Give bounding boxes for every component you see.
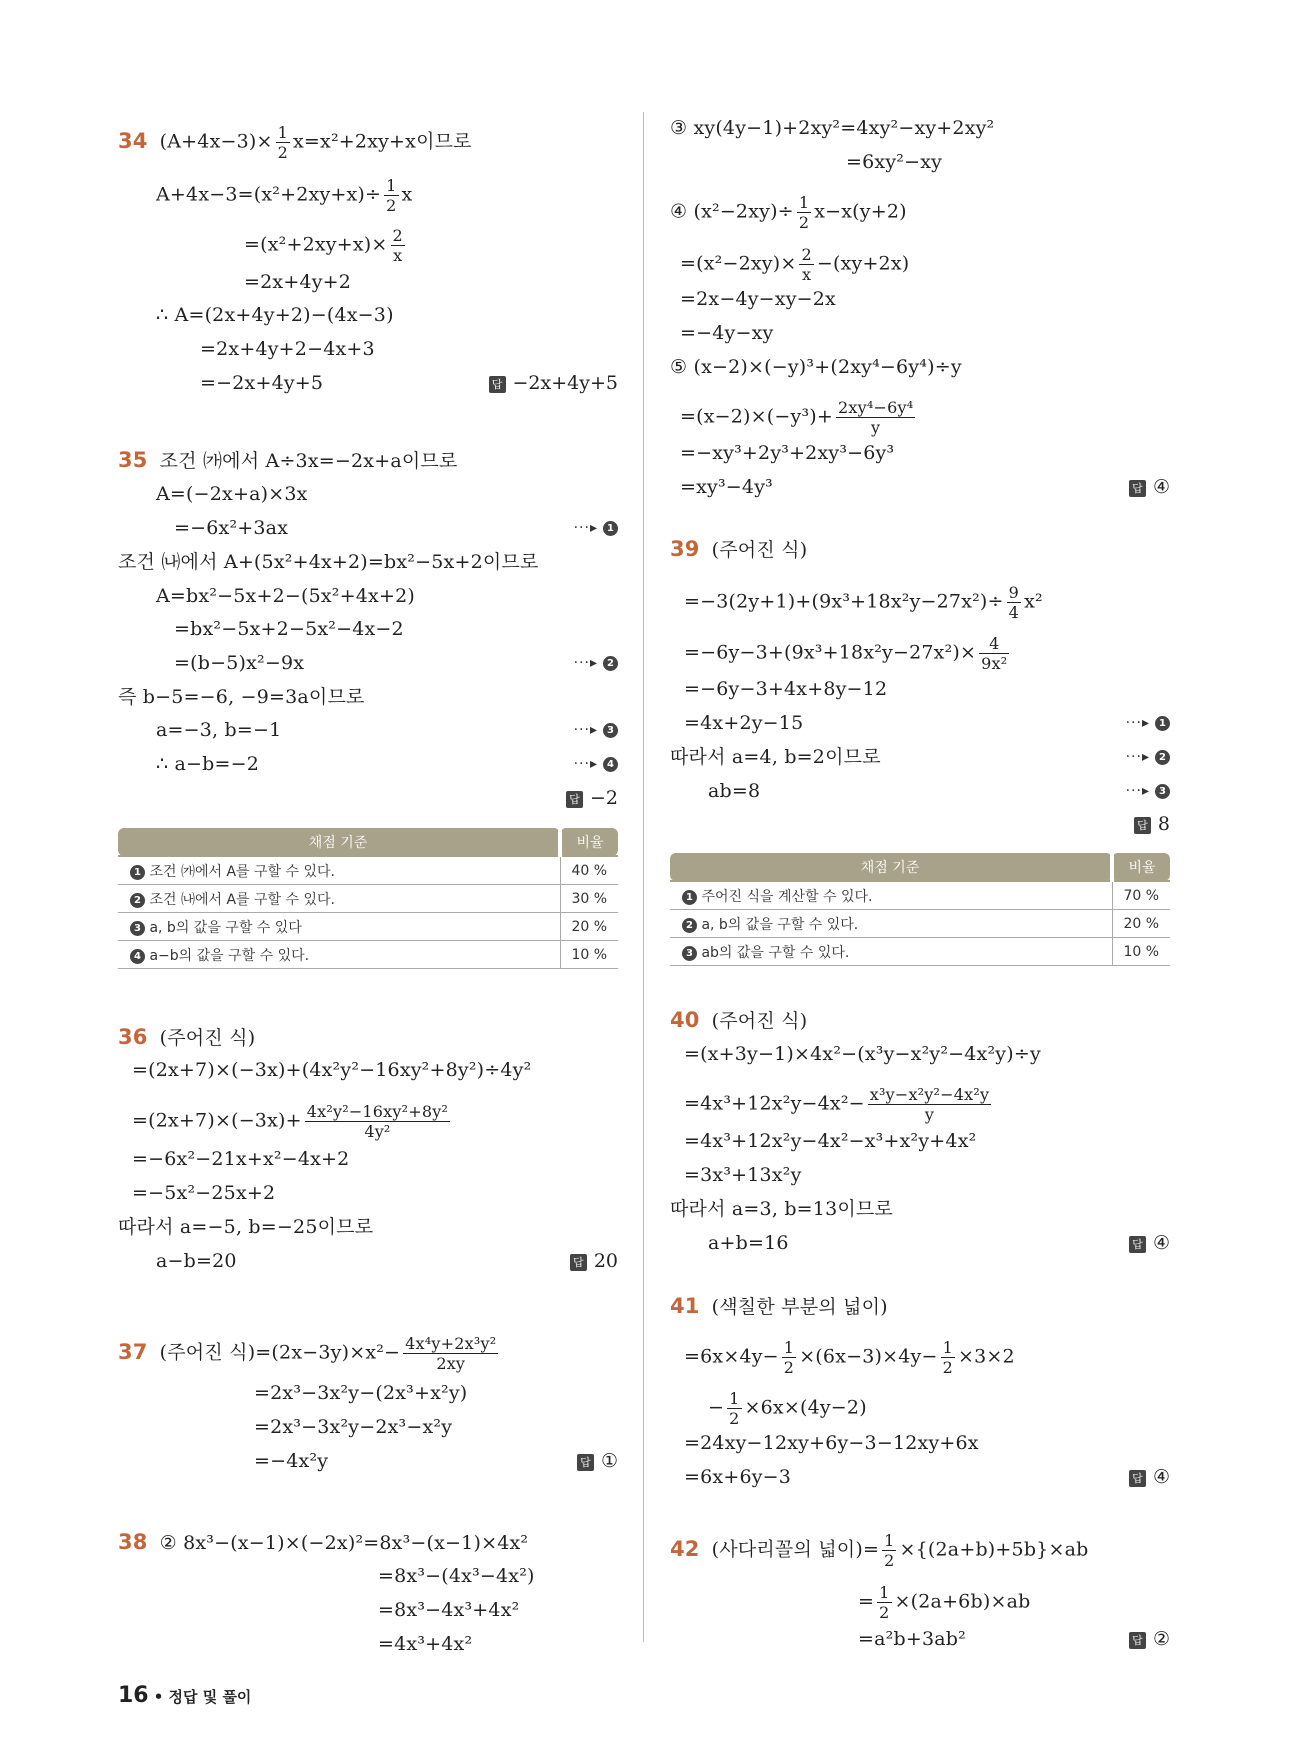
answer-mark-icon: 답 xyxy=(1134,817,1151,834)
p37-line-2: =2x³−3x²y−(2x³+x²y) xyxy=(254,1382,468,1404)
fraction: $\frac{1}{2}$ xyxy=(277,123,289,162)
table-header-ratio: 비율 xyxy=(1112,853,1170,881)
fraction: $\frac{1}{2}$ xyxy=(386,176,397,215)
p35-line-1: 35 조건 ㈎에서 A÷3x=−2x+a이므로 xyxy=(118,448,458,472)
table-header-criteria: 채점 기준 xyxy=(670,853,1112,881)
table-header-criteria: 채점 기준 xyxy=(118,828,560,856)
p38c-line-8: =(x−2)×(−y³)+ $\frac{\text{2xy⁴−6y⁴}}{y}$ xyxy=(680,398,914,437)
table-row: 2 조건 ㈏에서 A를 구할 수 있다. 30 % xyxy=(118,885,618,913)
footer-label: • 정답 및 풀이 xyxy=(153,1688,252,1706)
p38c-line-2: =6xy²−xy xyxy=(846,151,943,173)
p42-line-3: =a²b+3ab² xyxy=(858,1628,966,1650)
p38c-line-4: =(x²−2xy)× $\frac{2}{x}$ −(xy+2x) xyxy=(680,245,910,284)
step-marker-2: ···▸ 2 xyxy=(1126,745,1170,769)
p38-line-4: =4x³+4x² xyxy=(378,1633,473,1655)
step-marker-2: ···▸ 2 xyxy=(574,651,618,675)
p40-line-6: 따라서 a=3, b=13이므로 xyxy=(670,1198,894,1220)
p34-line-4: =2x+4y+2 xyxy=(244,271,352,293)
step-marker-3: ···▸ 3 xyxy=(1126,779,1170,803)
table-row: 2 a, b의 값을 구할 수 있다. 20 % xyxy=(670,910,1170,938)
p41-line-5: =6x+6y−3 xyxy=(684,1466,792,1488)
p37-line-4: =−4x²y xyxy=(254,1450,329,1472)
answer-37: 답 ① xyxy=(577,1449,618,1473)
answer-40: 답 ④ xyxy=(1129,1231,1170,1255)
p37-line-3: =2x³−3x²y−2x³−x²y xyxy=(254,1416,453,1438)
table-row: 4 a−b의 값을 구할 수 있다. 10 % xyxy=(118,941,618,969)
p35-line-4: 조건 ㈏에서 A+(5x²+4x+2)=bx²−5x+2이므로 xyxy=(118,551,539,573)
p37-line-1: 37 (주어진 식)=(2x−3y)×x²− $\frac{\text{4x⁴y+2x³y²}}{2xy}$ xyxy=(118,1334,497,1373)
p39-line-1: 39 (주어진 식) xyxy=(670,537,808,561)
p39-line-6: 따라서 a=4, b=2이므로 xyxy=(670,746,881,768)
p39-line-4: =−6y−3+4x+8y−12 xyxy=(684,678,888,700)
problem-number: 40 xyxy=(670,1008,700,1032)
table-row: 3 ab의 값을 구할 수 있다. 10 % xyxy=(670,938,1170,966)
fraction: $\frac{\text{x³y−x²y²−4x²y}}{y}$ xyxy=(869,1085,990,1124)
problem-number: 37 xyxy=(118,1339,148,1364)
p40-line-1: 40 (주어진 식) xyxy=(670,1008,808,1032)
answer-36: 답 20 xyxy=(570,1249,618,1273)
problem-number: 42 xyxy=(670,1536,700,1561)
p34-line-1: 34 (A+4x−3)× $\frac{1}{2}$ x=x²+2xy+x이므로 xyxy=(118,123,472,162)
answer-mark-icon: 답 xyxy=(577,1454,594,1471)
table-header-ratio: 비율 xyxy=(560,828,618,856)
p41-line-2: =6x×4y− $\frac{1}{2}$ ×(6x−3)×4y− $\frac{1}{2}$ ×3×2 xyxy=(684,1338,1015,1377)
step-marker-1: ···▸ 1 xyxy=(1126,711,1170,735)
fraction: $\frac{2}{x}$ xyxy=(801,245,812,284)
p36-line-6: 따라서 a=−5, b=−25이므로 xyxy=(118,1216,374,1238)
column-divider xyxy=(643,112,644,1642)
problem-number: 39 xyxy=(670,537,700,561)
fraction: $\frac{1}{2}$ xyxy=(729,1389,740,1428)
page-footer xyxy=(118,1683,251,1708)
fraction: $\frac{1}{2}$ xyxy=(798,193,810,232)
p39-line-7: ab=8 xyxy=(708,780,761,802)
p38c-line-9: =−xy³+2y³+2xy³−6y³ xyxy=(680,442,895,464)
problem-number: 34 xyxy=(118,128,148,153)
p40-line-3: =4x³+12x²y−4x²− $\frac{\text{x³y−x²y²−4x²y}}{y}$ xyxy=(684,1085,990,1124)
answer-42: 답 ② xyxy=(1129,1627,1170,1651)
p34-line-7: =−2x+4y+5 xyxy=(200,372,324,394)
p42-line-1: 42 (사다리꼴의 넓이)= $\frac{1}{2}$ ×{(2a+b)+5b}×ab xyxy=(670,1531,1089,1570)
right-column xyxy=(670,0,1170,1754)
p40-line-2: =(x+3y−1)×4x²−(x³y−x²y²−4x²y)÷y xyxy=(684,1043,1041,1065)
fraction: $\frac{1}{2}$ xyxy=(942,1338,953,1377)
fraction: $\frac{1}{2}$ xyxy=(884,1531,895,1570)
p36-line-1: 36 (주어진 식) xyxy=(118,1025,256,1049)
p35-line-10: ∴ a−b=−2 xyxy=(156,753,260,775)
fraction: $\frac{1}{2}$ xyxy=(879,1583,890,1622)
p38c-line-6: =−4y−xy xyxy=(680,322,774,344)
p35-line-5: A=bx²−5x+2−(5x²+4x+2) xyxy=(156,585,415,607)
p35-line-9: a=−3, b=−1 xyxy=(156,719,282,741)
left-column xyxy=(118,0,618,1754)
p35-line-7: =(b−5)x²−9x xyxy=(174,652,305,674)
p36-line-3: =(2x+7)×(−3x)+ $\frac{\text{4x²y²−16xy²+8y²}}{\text{4y²}}$ xyxy=(132,1102,449,1141)
answer-mark-icon: 답 xyxy=(1129,1470,1146,1487)
step-marker-1: ···▸ 1 xyxy=(574,516,618,540)
p40-line-4: =4x³+12x²y−4x²−x³+x²y+4x² xyxy=(684,1130,977,1152)
p38-line-3: =8x³−4x³+4x² xyxy=(378,1599,520,1621)
step-marker-3: ···▸ 3 xyxy=(574,718,618,742)
p35-line-3: =−6x²+3ax xyxy=(174,517,289,539)
answer-mark-icon: 답 xyxy=(1129,1632,1146,1649)
answer-35: 답 −2 xyxy=(566,786,618,810)
fraction: $\frac{2}{x}$ xyxy=(392,226,403,265)
fraction: $\frac{\text{4x⁴y+2x³y²}}{2xy}$ xyxy=(405,1334,497,1373)
p40-line-5: =3x³+13x²y xyxy=(684,1164,802,1186)
p34-line-6: =2x+4y+2−4x+3 xyxy=(200,338,375,360)
answer-34: 답 −2x+4y+5 xyxy=(489,371,618,395)
table-row: 1 조건 ㈎에서 A를 구할 수 있다. 40 % xyxy=(118,856,618,885)
answer-38: 답 ④ xyxy=(1129,475,1170,499)
table-row: 1 주어진 식을 계산할 수 있다. 70 % xyxy=(670,881,1170,910)
p35-line-8: 즉 b−5=−6, −9=3a이므로 xyxy=(118,686,365,708)
fraction: $\frac{1}{2}$ xyxy=(783,1338,795,1377)
step-marker-4: ···▸ 4 xyxy=(574,752,618,776)
p36-line-2: =(2x+7)×(−3x)+(4x²y²−16xy²+8y²)÷4y² xyxy=(132,1059,532,1081)
fraction: $\frac{\text{2xy⁴−6y⁴}}{y}$ xyxy=(838,398,914,437)
p41-line-1: 41 (색칠한 부분의 넓이) xyxy=(670,1294,888,1318)
p41-line-3: − $\frac{1}{2}$ ×6x×(4y−2) xyxy=(708,1389,867,1428)
p36-line-5: =−5x²−25x+2 xyxy=(132,1182,276,1204)
p38c-line-7: ⑤ (x−2)×(−y)³+(2xy⁴−6y⁴)÷y xyxy=(670,356,962,378)
p38c-line-10: =xy³−4y³ xyxy=(680,476,773,498)
p34-line-2: A+4x−3=(x²+2xy+x)÷ $\frac{1}{2}$ x xyxy=(156,176,413,215)
fraction: $\frac{9}{4}$ xyxy=(1008,583,1020,622)
p38c-line-3: ④ (x²−2xy)÷ $\frac{1}{2}$ x−x(y+2) xyxy=(670,193,907,232)
problem-number: 36 xyxy=(118,1025,148,1049)
p39-line-3: =−6y−3+(9x³+18x²y−27x²)× $\frac{4}{\text{9x²}}$ xyxy=(684,634,1008,673)
p38-line-1: 38 ② 8x³−(x−1)×(−2x)²=8x³−(x−1)×4x² xyxy=(118,1530,529,1554)
answer-mark-icon: 답 xyxy=(1129,480,1146,497)
problem-number: 35 xyxy=(118,448,148,472)
p34-line-5: ∴ A=(2x+4y+2)−(4x−3) xyxy=(156,304,394,326)
answer-mark-icon: 답 xyxy=(1129,1236,1146,1253)
p35-line-2: A=(−2x+a)×3x xyxy=(156,483,308,505)
p35-line-6: =bx²−5x+2−5x²−4x−2 xyxy=(174,618,404,640)
grading-table-35 xyxy=(118,828,618,969)
p42-line-2: = $\frac{1}{2}$ ×(2a+6b)×ab xyxy=(858,1583,1031,1622)
p38-line-2: =8x³−(4x³−4x²) xyxy=(378,1565,535,1587)
p41-line-4: =24xy−12xy+6y−3−12xy+6x xyxy=(684,1432,979,1454)
problem-number: 41 xyxy=(670,1294,700,1318)
answer-mark-icon: 답 xyxy=(566,791,583,808)
fraction: $\frac{4}{\text{9x²}}$ xyxy=(981,634,1008,673)
p39-line-5: =4x+2y−15 xyxy=(684,712,804,734)
grading-table-39 xyxy=(670,853,1170,966)
answer-39: 답 8 xyxy=(1134,812,1170,836)
p34-line-3: =(x²+2xy+x)× $\frac{2}{x}$ xyxy=(244,226,403,265)
problem-number: 38 xyxy=(118,1530,148,1554)
page-number: 16 xyxy=(118,1683,149,1708)
p40-line-7: a+b=16 xyxy=(708,1232,789,1254)
p38c-line-5: =2x−4y−xy−2x xyxy=(680,288,836,310)
answer-mark-icon: 답 xyxy=(570,1254,587,1271)
p36-line-4: =−6x²−21x+x²−4x+2 xyxy=(132,1148,350,1170)
fraction: $\frac{\text{4x²y²−16xy²+8y²}}{\text{4y²}}$ xyxy=(306,1102,449,1141)
p36-line-7: a−b=20 xyxy=(156,1250,237,1272)
table-row: 3 a, b의 값을 구할 수 있다 20 % xyxy=(118,913,618,941)
answer-41: 답 ④ xyxy=(1129,1465,1170,1489)
answer-mark-icon: 답 xyxy=(489,376,506,393)
p38c-line-1: ③ xy(4y−1)+2xy²=4xy²−xy+2xy² xyxy=(670,117,995,139)
p39-line-2: =−3(2y+1)+(9x³+18x²y−27x²)÷ $\frac{9}{4}$ x² xyxy=(684,583,1043,622)
